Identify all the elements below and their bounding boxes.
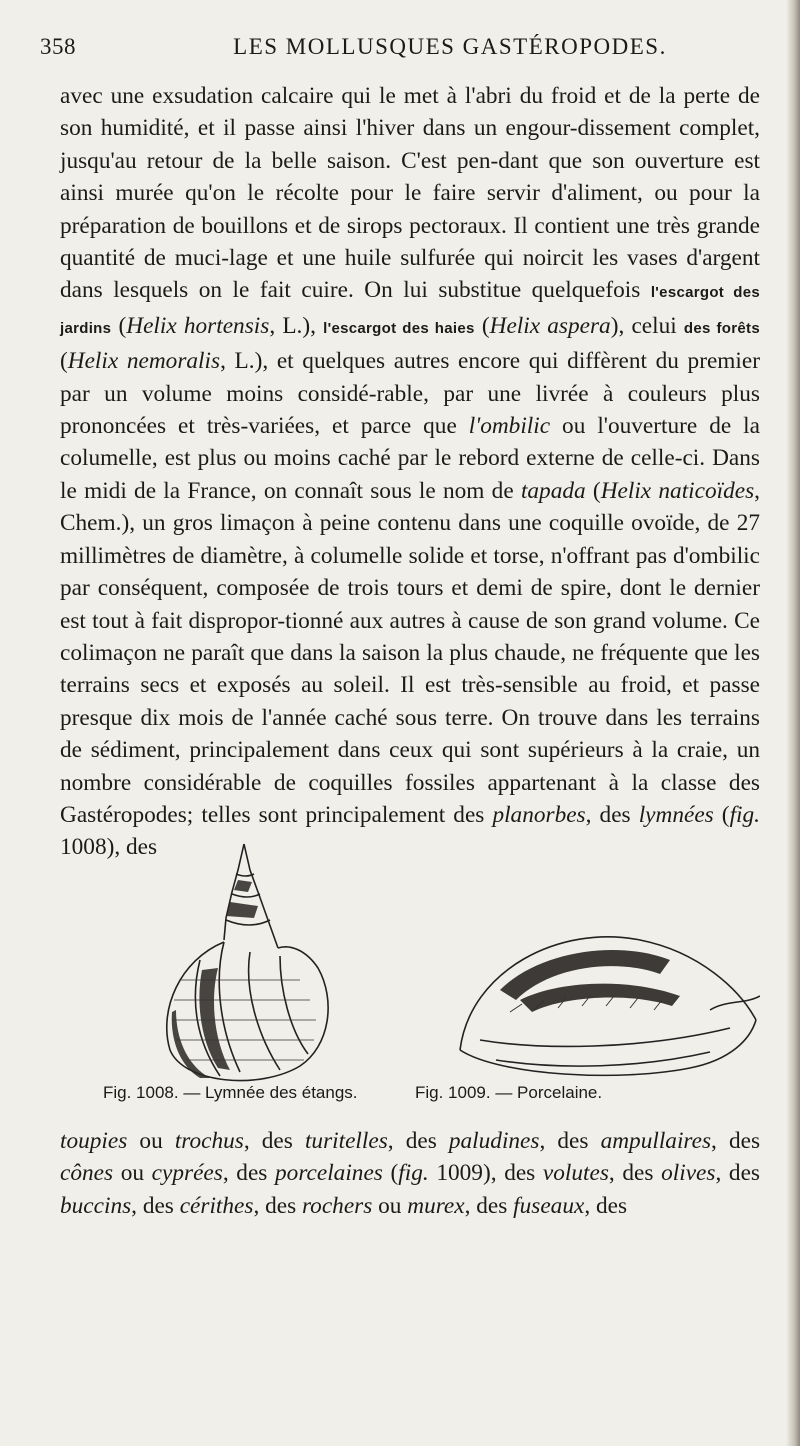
text-run: , L.), et quelques autres encore qui diffèrent du premier par un volume moins considé-rable, par une livrée à couleurs plus prononcées et très-variées, et parce que [60,348,760,440]
italic-term: fig. [729,801,760,828]
figures-area [40,840,780,1110]
running-title: LES MOLLUSQUES GASTÉROPODES. [233,34,667,59]
text-run: , des [711,1128,761,1154]
text-run: ou [372,1192,408,1219]
text-run: ( [585,477,601,504]
text-run: , des [584,1192,628,1219]
italic-term: l'ombilic [468,413,551,440]
italic-term: trochus [174,1128,244,1154]
italic-term: rochers [301,1192,373,1219]
text-run: , des [585,801,639,828]
text-run: , des [387,1128,449,1154]
italic-term: porcelaines [275,1160,383,1187]
text-run: ou [127,1128,175,1154]
bold-term: l'escargot des haies [323,319,475,337]
text-run: , des [222,1160,276,1187]
italic-term: buccins [60,1192,132,1219]
page-header [40,34,740,64]
italic-term: cyprées [151,1160,223,1187]
text-run: , Chem.), un gros limaçon à peine contenu dans une coquille ovoïde, de 27 millimètres de diamètre, à columelle solide et torse, n'offrant pas d'ombilic par conséquent, composée de trois tours et demi de spire, dont le dernier est tout à fait dispropor-tionné aux autres à cause de son grand volume. Ce colimaçon ne paraît que dans la saison la plus chaude, ne fréquente que les terrains secs et exposés au soleil. Il est très-sensible au froid, et passe presque dix mois de l'année caché sous terre. On trouve dans les terrains de sédiment, principalement dans ceux qui sont supérieurs à la craie, un nombre considérable de coquilles fossiles appartenant à la classe des Gastéropodes; telles sont principalement des [60,477,760,828]
text-run: , des [131,1192,180,1219]
text-run: , des [608,1160,662,1187]
text-run: ou l'ouverture de la columelle, est plus ou moins caché par le rebord externe de celle-ci. Dans le midi de la France, on connaît sous le nom de [60,413,760,504]
italic-term: olives [661,1160,716,1187]
italic-term: Helix nemoralis [67,348,221,375]
italic-term: lymnées [638,801,714,828]
italic-term: Helix hortensis [126,312,270,339]
figure-1008-caption: Fig. 1008. — Lymnée des étangs. [103,1083,358,1102]
page-number: 358 [40,34,76,59]
italic-term: tapada [520,477,586,504]
body-paragraph-1 [60,80,760,864]
text-run: , des [253,1192,302,1219]
text-run: ( [713,801,730,828]
italic-term: cérithes [179,1192,254,1219]
page-binding-shadow [786,0,800,1446]
text-run: ( [382,1160,399,1187]
cowrie-shell-illustration [440,900,760,1090]
text-run: ), celui [610,312,684,339]
italic-term: toupies [60,1128,128,1154]
italic-term: Helix naticoïdes [600,477,755,504]
text-run: ( [474,312,490,339]
text-run: , des [539,1128,601,1154]
lymnaea-shell-illustration [140,840,340,1090]
text-run: ( [60,348,68,375]
text-run: ( [111,312,127,339]
bold-term: des forêts [683,319,760,337]
italic-term: fuseaux [513,1192,585,1219]
text-run: 1008), des [60,834,158,861]
text-run: ou [113,1160,152,1187]
italic-term: fig. [398,1160,429,1187]
italic-term: turitelles [304,1128,388,1154]
text-run: , des [464,1192,514,1219]
figure-1009-caption: Fig. 1009. — Porcelaine. [415,1083,603,1102]
text-run: avec une exsudation calcaire qui le met à l'abri du froid et de la perte de son humidité, et il passe ainsi l'hiver dans un engour-dissement complet, jusqu'au retour de la belle saison. C'est pen-dant que son ouverture est ainsi murée qu'on le récolte pour le faire servir d'aliment, ou pour la préparation de bouillons et de sirops pectoraux. Il contient une très grande quantité de muci-lage et une huile sulfurée qui noircit les vases d'argent dans lesquels on le fait cuire. On lui substitue quelquefois [60,83,760,304]
paragraph-text [60,1125,760,1222]
text-run: , des [715,1160,760,1187]
italic-term: Helix aspera [489,312,611,339]
italic-term: planorbes [492,801,586,828]
text-run: 1009), des [428,1160,543,1187]
italic-term: cônes [60,1160,114,1187]
italic-term: paludines [448,1128,540,1154]
text-run: , L.), [269,312,324,339]
text-run: , des [243,1128,305,1154]
italic-term: ampullaires [600,1128,712,1154]
bold-term: l'escargot des jardins [60,284,760,337]
paragraph-text [60,80,760,864]
italic-term: murex [407,1192,465,1219]
body-paragraph-2 [60,1125,760,1222]
italic-term: volutes [542,1160,609,1187]
